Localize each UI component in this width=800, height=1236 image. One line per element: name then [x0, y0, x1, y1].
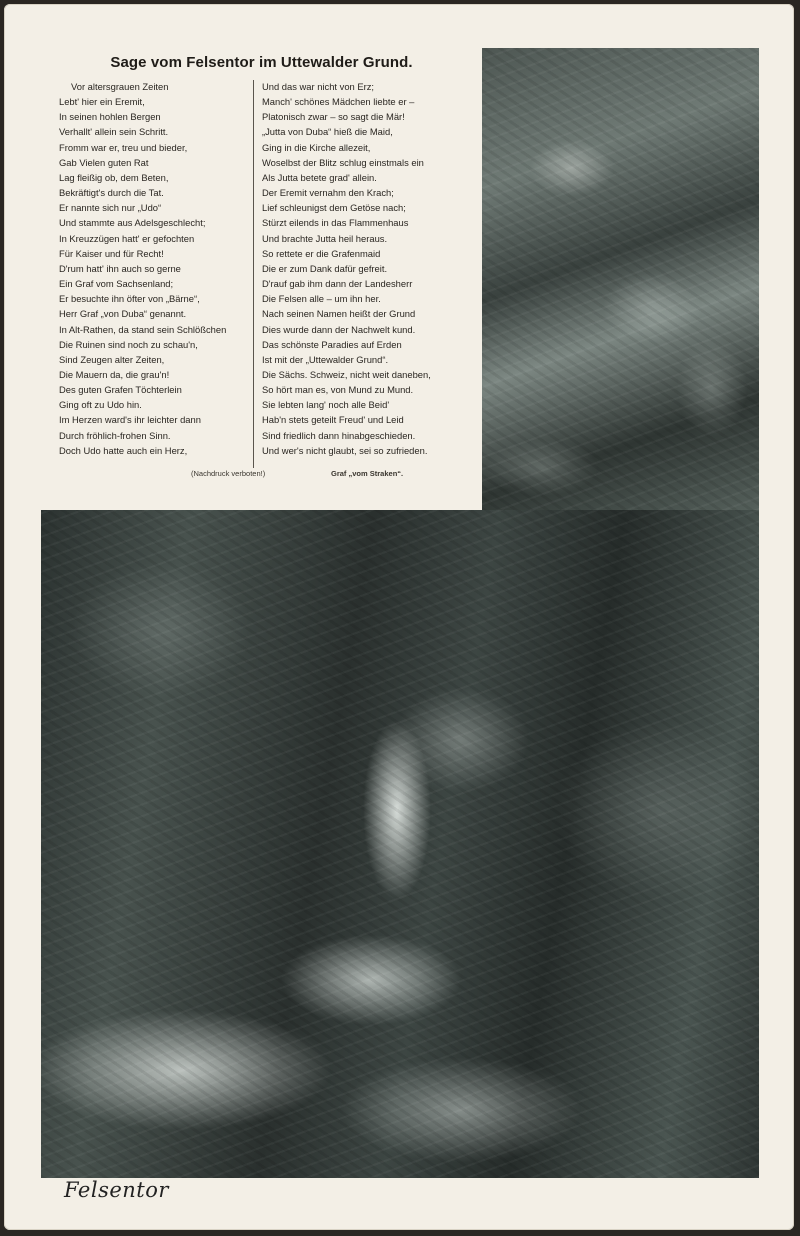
poem-line: So rettete er die Grafenmaid — [262, 247, 381, 259]
poem-line: Er besuchte ihn öfter von „Bärne“, — [59, 293, 200, 305]
poem-line: So hört man es, von Mund zu Mund. — [262, 384, 414, 396]
poem-line: Herr Graf „von Duba“ genannt. — [59, 308, 187, 320]
poem-line: Manch' schönes Mädchen liebte er – — [262, 96, 415, 108]
reprint-notice: (Nachdruck verboten!) — [191, 469, 266, 478]
poem-line: Stürzt eilends in das Flammenhaus — [262, 217, 409, 229]
poem-line: Im Herzen ward's ihr leichter dann — [59, 414, 201, 426]
poem-line: Und brachte Jutta heil heraus. — [262, 232, 388, 244]
poem-line: Die Sächs. Schweiz, nicht weit daneben, — [262, 368, 431, 380]
poem-line: Fromm war er, treu und bieder, — [59, 141, 188, 153]
poem-line: Die er zum Dank dafür gefreit. — [262, 262, 388, 274]
poem-panel — [41, 48, 482, 510]
poem-line: Woselbst der Blitz schlug einstmals ein — [262, 156, 424, 168]
author-signature: Graf „vom Straken“. — [331, 469, 404, 478]
poem-line: Doch Udo hatte auch ein Herz, — [59, 444, 188, 456]
poem-line: Ist mit der „Uttewalder Grund“. — [262, 353, 389, 365]
poem-column-right — [262, 79, 452, 458]
poem-line: „Jutta von Duba“ hieß die Maid, — [262, 126, 393, 138]
poem-line: Durch fröhlich-frohen Sinn. — [59, 429, 171, 441]
poem-line: Für Kaiser und für Recht! — [59, 247, 164, 259]
poem-line: In Alt-Rathen, da stand sein Schlößchen — [59, 323, 227, 335]
postcard — [4, 4, 794, 1230]
poem-line: Das schönste Paradies auf Erden — [262, 338, 402, 350]
rock-photo-top — [482, 48, 759, 510]
poem-line: Die Mauern da, die grau'n! — [59, 368, 170, 380]
photo-caption: Felsentor — [64, 1178, 169, 1202]
poem-line: Bekräftigt's durch die Tat. — [59, 187, 164, 199]
poem-line: In Kreuzzügen hatt' er gefochten — [59, 232, 195, 244]
poem-line: Und wer's nicht glaubt, sei so zufrieden. — [262, 444, 428, 456]
poem-line: Platonisch zwar – so sagt die Mär! — [262, 111, 405, 123]
poem-line: D'rum hatt' ihn auch so gerne — [59, 262, 181, 274]
poem-line: Die Felsen alle – um ihn her. — [262, 293, 381, 305]
poem-line: Ging in die Kirche allezeit, — [262, 141, 371, 153]
poem-line: Und stammte aus Adelsgeschlecht; — [59, 217, 206, 229]
poem-title: Sage vom Felsentor im Uttewalder Grund. — [110, 54, 413, 71]
poem-line: Hab'n stets geteilt Freud' und Leid — [262, 414, 404, 426]
poem-line: In seinen hohlen Bergen — [59, 111, 161, 123]
poem-line: Lag fleißig ob, dem Beten, — [59, 171, 169, 183]
poem-line: Vor altersgrauen Zeiten — [71, 81, 169, 92]
poem-line: Als Jutta betete grad' allein. — [262, 171, 377, 183]
poem-line: Verhallt' allein sein Schritt. — [59, 126, 169, 138]
poem-line: Er nannte sich nur „Udo“ — [59, 202, 162, 214]
felsentor-photo — [41, 510, 759, 1178]
poem-line: Ging oft zu Udo hin. — [59, 399, 142, 411]
poem-line: Nach seinen Namen heißt der Grund — [262, 308, 416, 320]
poem-line: Ein Graf vom Sachsenland; — [59, 278, 174, 290]
poem-line: Der Eremit vernahm den Krach; — [262, 187, 394, 199]
poem-line: Sind friedlich dann hinabgeschieden. — [262, 429, 416, 441]
poem-line: Gab Vielen guten Rat — [59, 156, 149, 168]
poem-line: Des guten Grafen Töchterlein — [59, 384, 182, 396]
poem-line: Die Ruinen sind noch zu schau'n, — [59, 338, 198, 350]
poem-line: Lief schleunigst dem Getöse nach; — [262, 202, 406, 214]
poem-line: Sie lebten lang' noch alle Beid' — [262, 399, 390, 411]
poem-column-left — [59, 79, 259, 458]
poem-line: Lebt' hier ein Eremit, — [59, 96, 145, 108]
poem-line: Und das war nicht von Erz; — [262, 81, 375, 92]
poem-line: Dies wurde dann der Nachwelt kund. — [262, 323, 416, 335]
poem-line: Sind Zeugen alter Zeiten, — [59, 353, 165, 365]
poem-line: D'rauf gab ihm dann der Landesherr — [262, 278, 413, 290]
